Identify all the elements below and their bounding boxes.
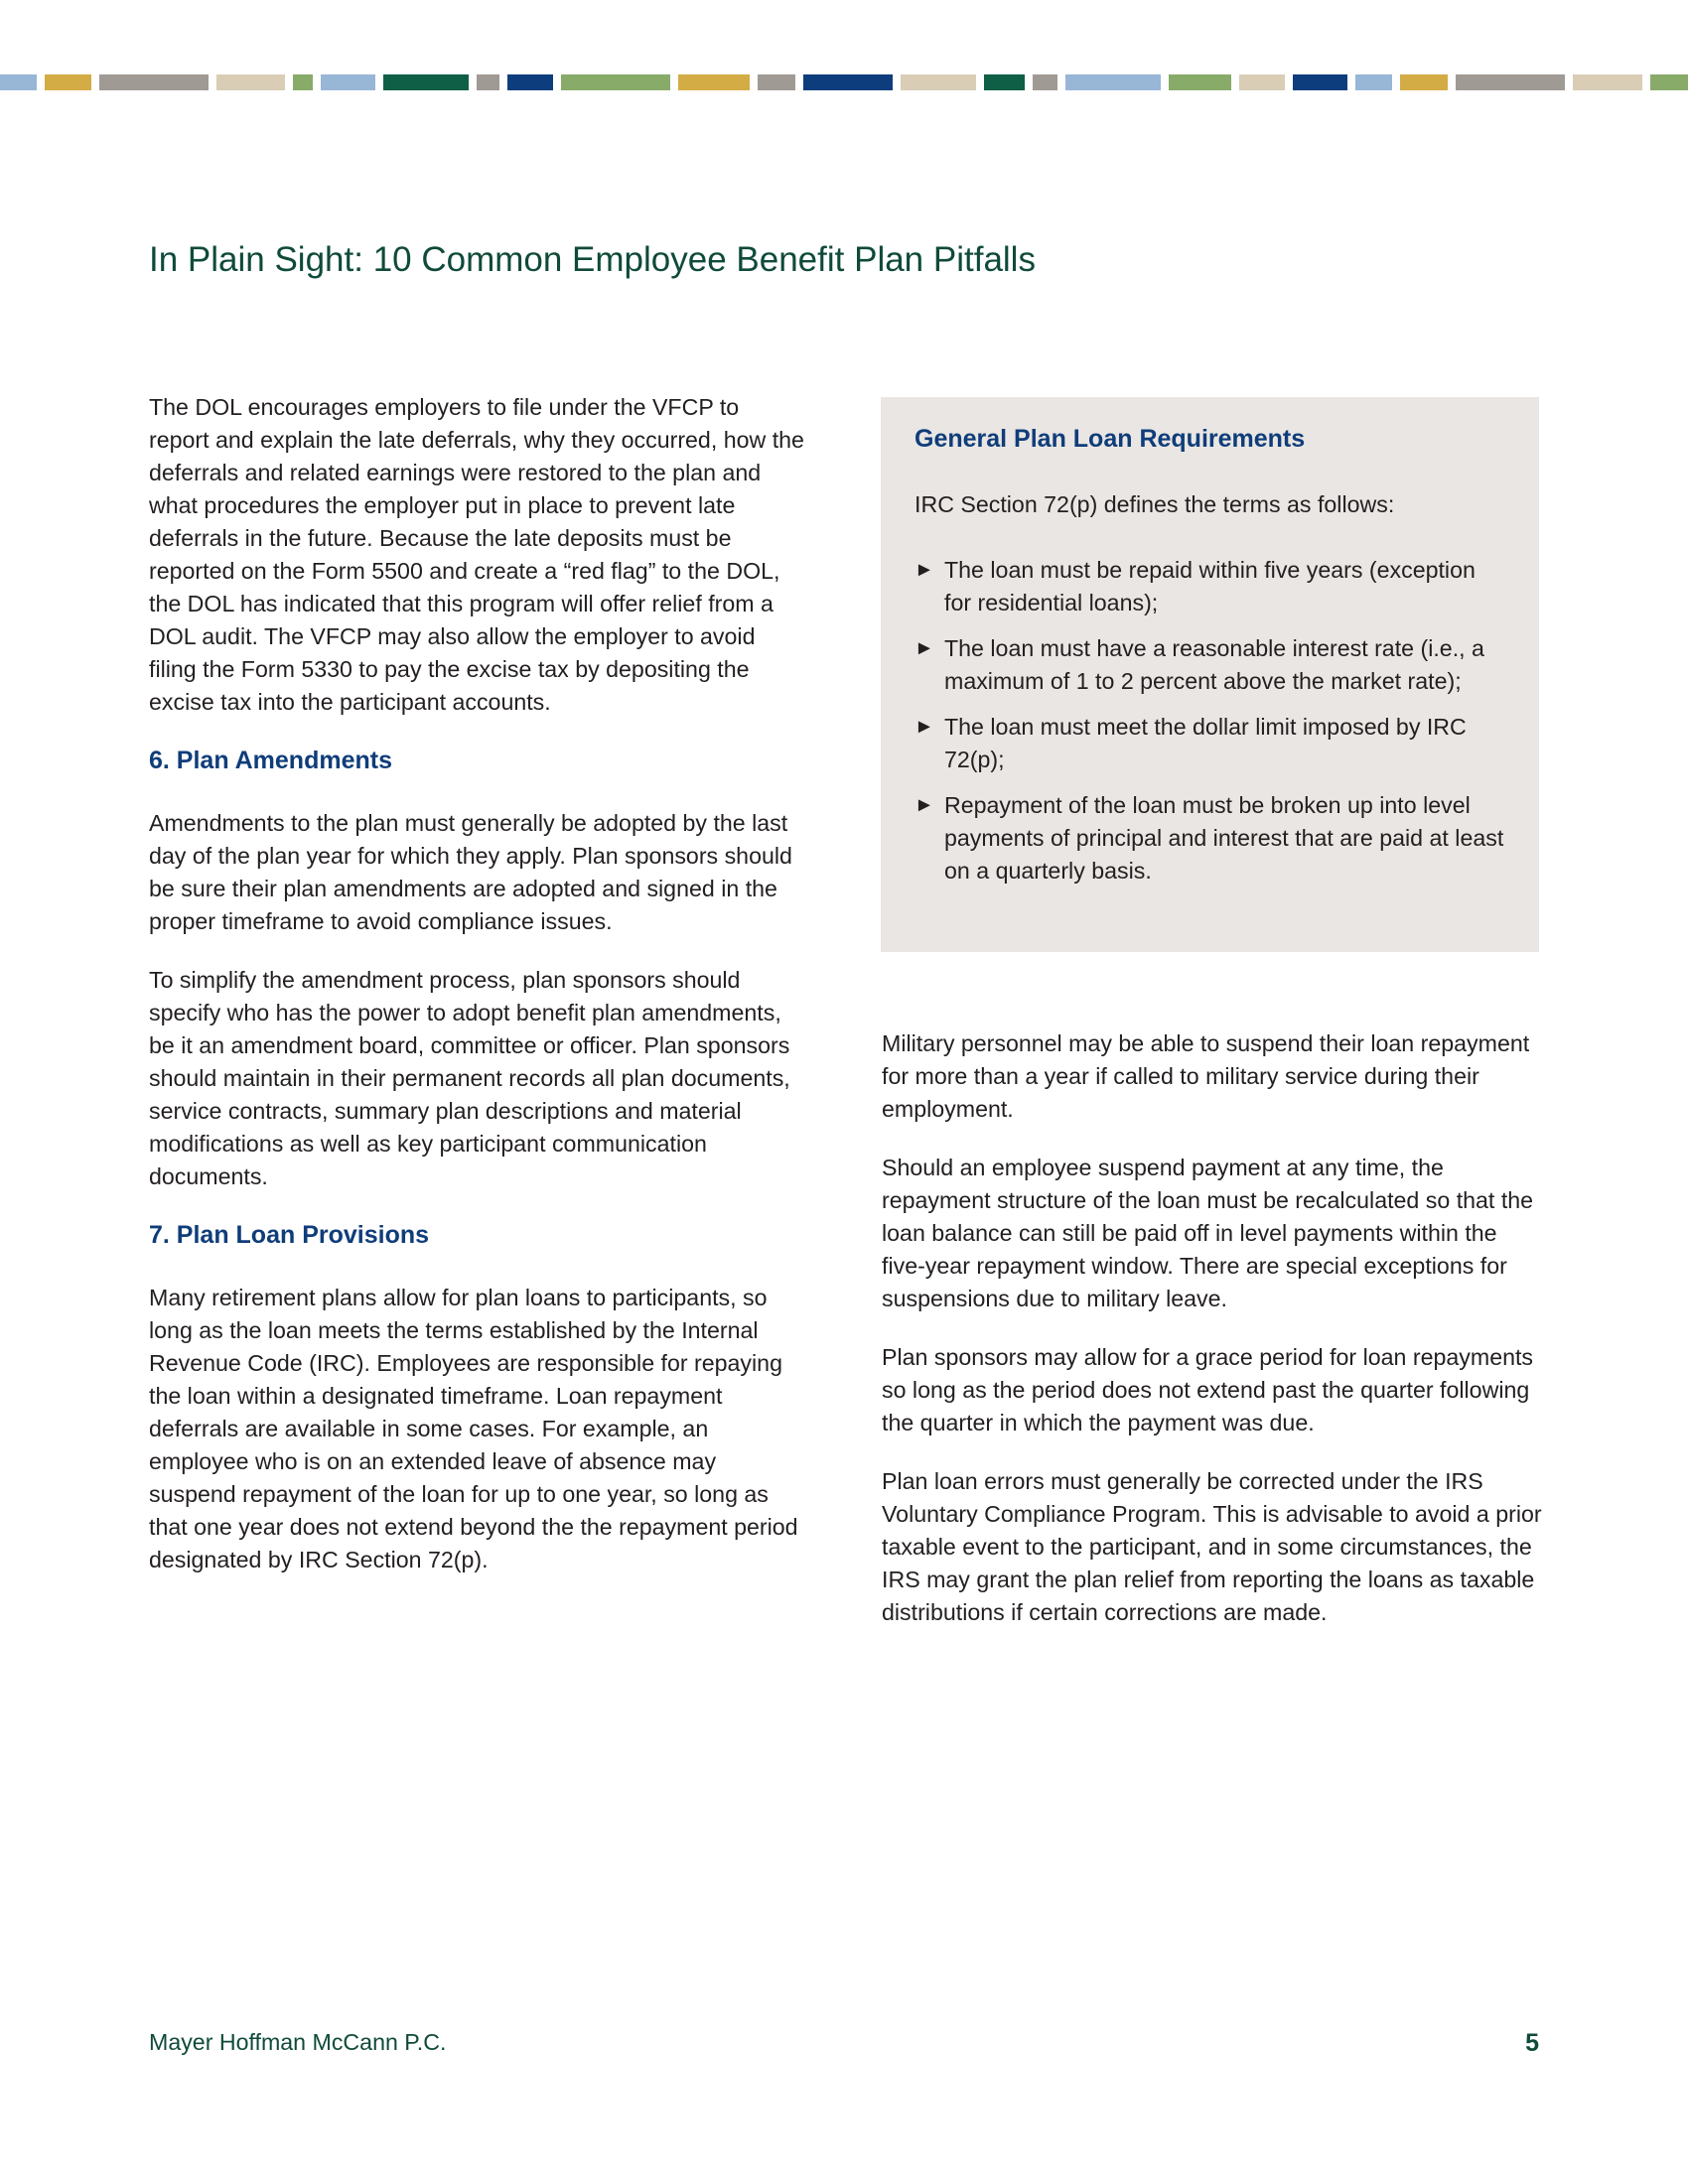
sidebar-heading: General Plan Loan Requirements bbox=[914, 425, 1306, 453]
stripe-segment bbox=[477, 74, 499, 90]
right-column bbox=[882, 1027, 1542, 1655]
arrow-bullet-icon: ► bbox=[914, 716, 934, 738]
body-paragraph: Many retirement plans allow for plan loans to participants, so long as the loan meets the terms established by the Internal Revenue Code (IRC). Employees are responsible for repaying the loan within a designated timeframe. Loan repayment deferrals are available in some cases. For example, an employee who is on an extended leave of absence may suspend repayment of the loan for up to one year, so long as that one year does not extend beyond the the repayment period designated by IRC Section 72(p). bbox=[149, 1285, 798, 1572]
section-heading-plan-amendments: 6. Plan Amendments bbox=[149, 747, 392, 774]
list-item-text: The loan must be repaid within five years (exception for residential loans); bbox=[944, 557, 1476, 615]
list-item bbox=[914, 554, 1505, 619]
stripe-segment bbox=[1239, 74, 1285, 90]
stripe-segment bbox=[758, 74, 795, 90]
list-item bbox=[914, 632, 1505, 698]
list-item bbox=[914, 789, 1505, 887]
sidebar-intro: IRC Section 72(p) defines the terms as follows: bbox=[914, 491, 1395, 517]
stripe-segment bbox=[678, 74, 750, 90]
page-title: In Plain Sight: 10 Common Employee Benefit Plan Pitfalls bbox=[149, 240, 1036, 279]
stripe-segment bbox=[383, 74, 469, 90]
body-paragraph: Should an employee suspend payment at any time, the repayment structure of the loan must be recalculated so that the loan balance can still be paid off in level payments within the five-year repayment window. There are special exceptions for suspensions due to military leave. bbox=[882, 1155, 1534, 1311]
body-paragraph: The DOL encourages employers to file under the VFCP to report and explain the late deferrals, why they occurred, how the deferrals and related earnings were restored to the plan and what procedures the employer put in place to prevent late deferrals in the future. Because the late deposits must be reported on the Form 5500 and create a “red flag” to the DOL, the DOL has indicated that this program will offer relief from a DOL audit. The VFCP may also allow the employer to avoid filing the Form 5330 to pay the excise tax by depositing the excise tax into the participant accounts. bbox=[149, 394, 804, 715]
section-heading-plan-loan-provisions: 7. Plan Loan Provisions bbox=[149, 1221, 430, 1249]
stripe-segment bbox=[1400, 74, 1448, 90]
arrow-bullet-icon: ► bbox=[914, 559, 934, 581]
left-column bbox=[149, 391, 804, 1602]
stripe-segment bbox=[1293, 74, 1347, 90]
body-paragraph: Amendments to the plan must generally be adopted by the last day of the plan year for which they apply. Plan sponsors should be sure their plan amendments are adopted and signed in the proper timeframe to avoid compliance issues. bbox=[149, 810, 792, 934]
arrow-bullet-icon: ► bbox=[914, 794, 934, 816]
stripe-segment bbox=[1355, 74, 1392, 90]
stripe-segment bbox=[1573, 74, 1642, 90]
footer-firm-name: Mayer Hoffman McCann P.C. bbox=[149, 2029, 447, 2055]
stripe-segment bbox=[803, 74, 893, 90]
stripe-segment bbox=[1650, 74, 1688, 90]
stripe-segment bbox=[0, 74, 37, 90]
body-paragraph: Plan sponsors may allow for a grace period for loan repayments so long as the period does not extend past the quarter following the quarter in which the payment was due. bbox=[882, 1344, 1534, 1435]
body-paragraph: Military personnel may be able to suspend their loan repayment for more than a year if called to military service during their employment. bbox=[882, 1030, 1530, 1122]
stripe-segment bbox=[293, 74, 313, 90]
loan-requirements-sidebar bbox=[881, 397, 1539, 952]
list-item-text: Repayment of the loan must be broken up into level payments of principal and interest that are paid at least on a quarterly basis. bbox=[944, 792, 1504, 884]
stripe-segment bbox=[507, 74, 553, 90]
list-item-text: The loan must have a reasonable interest rate (i.e., a maximum of 1 to 2 percent above the market rate); bbox=[944, 635, 1484, 694]
arrow-bullet-icon: ► bbox=[914, 637, 934, 659]
stripe-segment bbox=[1065, 74, 1161, 90]
stripe-segment bbox=[216, 74, 285, 90]
stripe-segment bbox=[1169, 74, 1231, 90]
stripe-segment bbox=[321, 74, 375, 90]
stripe-segment bbox=[99, 74, 209, 90]
header-color-stripe bbox=[0, 74, 1688, 90]
list-item-text: The loan must meet the dollar limit imposed by IRC 72(p); bbox=[944, 714, 1467, 772]
stripe-segment bbox=[1456, 74, 1565, 90]
stripe-segment bbox=[984, 74, 1025, 90]
page-number: 5 bbox=[1525, 2029, 1539, 2057]
stripe-segment bbox=[45, 74, 91, 90]
list-item bbox=[914, 711, 1505, 776]
stripe-segment bbox=[561, 74, 670, 90]
body-paragraph: To simplify the amendment process, plan sponsors should specify who has the power to adopt benefit plan amendments, be it an amendment board, committee or officer. Plan sponsors should maintain in their permanent records all plan documents, service contracts, summary plan descriptions and material modifications as well as key participant communication documents. bbox=[149, 967, 790, 1189]
stripe-segment bbox=[901, 74, 976, 90]
body-paragraph: Plan loan errors must generally be corrected under the IRS Voluntary Compliance Program. This is advisable to avoid a prior taxable event to the participant, and in some circumstances, the IRS may grant the plan relief from reporting the loans as taxable distributions if certain corrections are made. bbox=[882, 1468, 1542, 1625]
stripe-segment bbox=[1033, 74, 1057, 90]
requirements-list bbox=[914, 554, 1505, 887]
